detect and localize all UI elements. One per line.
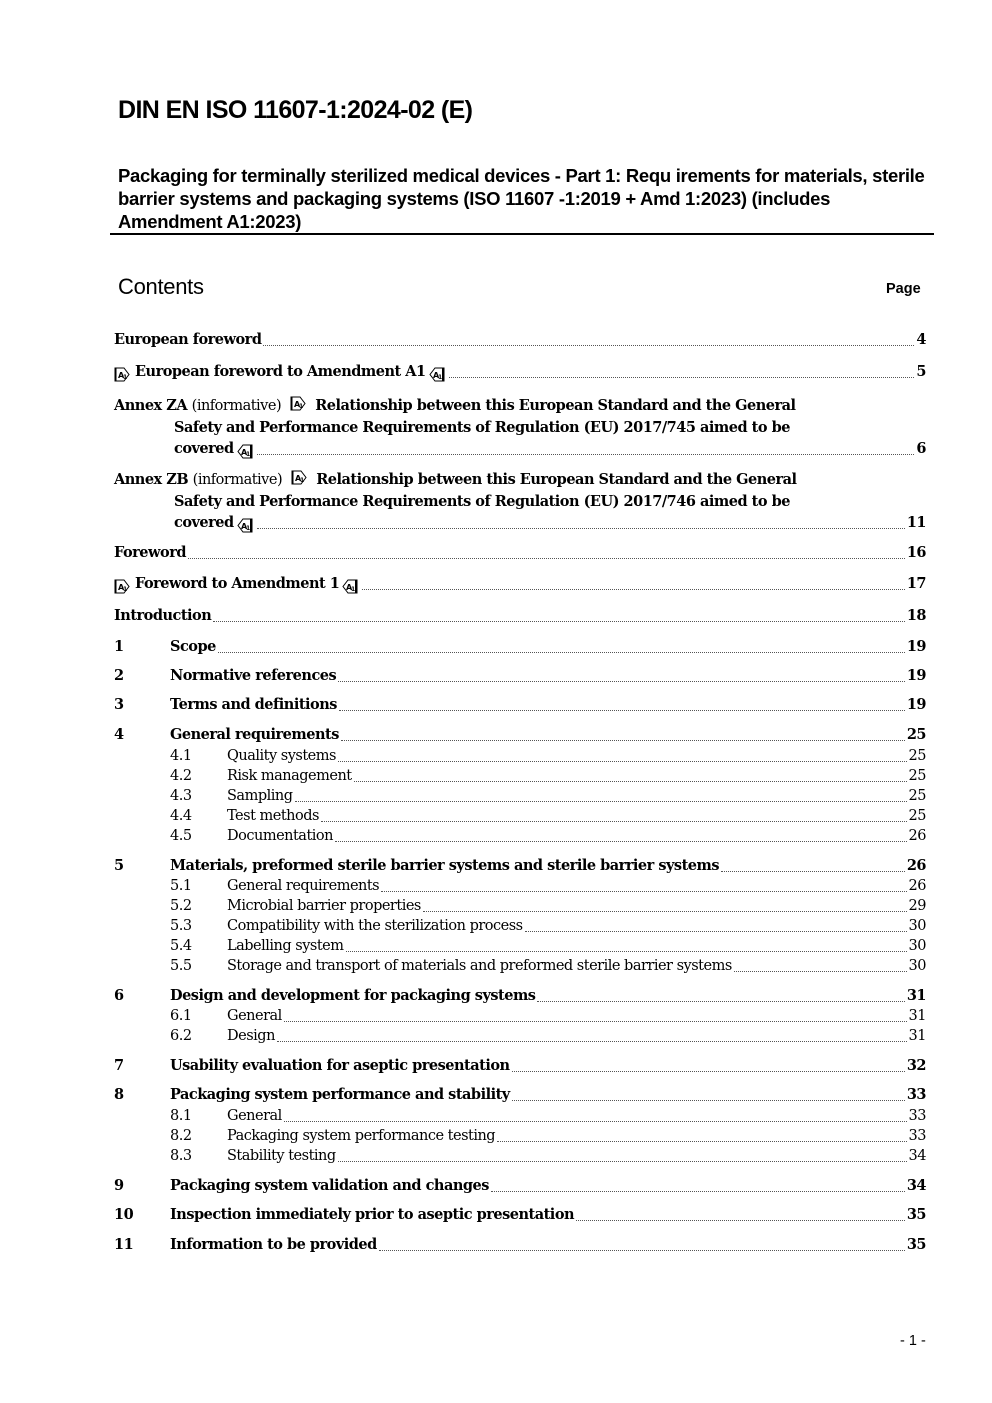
subsection-number: 8.1 [170,1108,192,1124]
subsection-page: 31 [908,1028,926,1044]
svg-text:1: 1 [299,477,304,484]
toc-subsection-4-2[interactable] [170,766,926,786]
subsection-page: 30 [908,938,926,954]
annex-title-line-3: covered [174,440,234,457]
annex-title-line-1: Relationship between this European Standard and the General [315,397,796,414]
subsection-label: Design [227,1028,275,1044]
document-title: Packaging for terminally sterilized medical devices - Part 1: Requ irements for materials, sterile barrier systems and packaging systems (ISO 11607 -1:2019 + Amd 1:2023) (includes Amendment A1:2023) [118,165,925,232]
toc-entry-label: Foreword to Amendment 1 [135,575,340,592]
subsection-number: 4.1 [170,748,192,764]
subsection-number: 4.3 [170,788,192,804]
section-number: 1 [114,638,124,655]
svg-text:A: A [293,400,300,409]
amendment-a1-end-icon [236,444,253,459]
dot-leader [734,970,907,972]
toc-entry-page: 5 [916,363,926,380]
title-divider [110,233,934,235]
section-number: 5 [114,857,124,874]
toc-entry-european-foreword[interactable] [114,330,926,350]
subsection-label: Sampling [227,788,293,804]
svg-text:A: A [240,522,247,531]
dot-leader [338,1160,907,1162]
section-page: 19 [906,696,926,713]
toc-subsection-8-1[interactable] [170,1106,926,1126]
toc-subsection-8-2[interactable] [170,1126,926,1146]
dot-leader [354,780,907,782]
subsection-label: General requirements [227,878,380,894]
toc-entry-page: 16 [906,544,926,561]
subsection-number: 4.4 [170,808,192,824]
dot-leader [257,527,905,529]
subsection-number: 5.4 [170,938,192,954]
subsection-label: General [227,1008,282,1024]
subsection-number: 5.2 [170,898,192,914]
subsection-number: 5.3 [170,918,192,934]
svg-text:1: 1 [123,374,127,381]
subsection-number: 4.5 [170,828,192,844]
toc-entry-label: Foreword [114,544,186,561]
toc-subsection-8-3[interactable] [170,1146,926,1166]
toc-subsection-5-3[interactable] [170,916,926,936]
section-label: Terms and definitions [170,696,337,713]
dot-leader [277,1040,907,1042]
annex-title-line-1: Relationship between this European Standard and the General [316,471,797,488]
subsection-label: Stability testing [227,1148,336,1164]
section-label: Scope [170,638,216,655]
section-number: 8 [114,1086,124,1103]
annex-prefix: Annex ZA [114,397,188,414]
subsection-page: 26 [908,878,926,894]
section-label: Inspection immediately prior to aseptic presentation [170,1206,575,1223]
dot-leader [721,870,905,872]
section-page: 26 [906,857,926,874]
toc-entry-page: 6 [916,440,926,457]
subsection-number: 4.2 [170,768,192,784]
section-page: 34 [906,1177,926,1194]
svg-text:A: A [294,474,301,483]
dot-leader [257,453,915,455]
section-page: 19 [906,638,926,655]
annex-type: (informative) [191,398,282,414]
dot-leader [321,820,907,822]
section-page: 32 [906,1057,926,1074]
dot-leader [576,1219,905,1221]
dot-leader [362,588,904,590]
subsection-label: General [227,1108,282,1124]
subsection-label: Microbial barrier properties [227,898,421,914]
toc-entry-foreword[interactable] [114,543,926,563]
subsection-number: 5.1 [170,878,192,894]
toc-subsection-5-1[interactable] [170,876,926,896]
section-page: 33 [906,1086,926,1103]
subsection-page: 25 [908,808,926,824]
dot-leader [537,1000,904,1002]
svg-text:A: A [432,371,439,380]
section-number: 2 [114,667,124,684]
dot-leader [335,840,907,842]
dot-leader [339,709,905,711]
svg-text:A: A [118,371,124,380]
subsection-label: Documentation [227,828,333,844]
toc-section-8[interactable] [114,1085,926,1105]
subsection-label: Risk management [227,768,352,784]
toc-entry-european-foreword-a1[interactable] [114,362,926,382]
dot-leader [213,620,905,622]
section-page: 25 [906,726,926,743]
subsection-number: 8.2 [170,1128,192,1144]
subsection-page: 30 [908,958,926,974]
annex-prefix: Annex ZB [114,471,189,488]
svg-text:A: A [118,583,124,592]
amendment-a1-end-icon [428,367,445,382]
section-label: Materials, preformed sterile barrier systems and sterile barrier systems [170,857,720,874]
section-number: 11 [114,1236,134,1253]
document-id: DIN EN ISO 11607-1:2024-02 (E) [118,96,473,124]
subsection-number: 6.1 [170,1008,192,1024]
dot-leader [338,760,907,762]
toc-entry-page: 4 [916,331,926,348]
dot-leader [341,739,905,741]
toc-section-10[interactable] [114,1205,926,1225]
amendment-a1-start-icon [114,367,131,382]
dot-leader [188,557,905,559]
dot-leader [525,930,907,932]
toc-section-1[interactable] [114,637,926,657]
toc-section-9[interactable] [114,1176,926,1196]
toc-subsection-6-1[interactable] [170,1006,926,1026]
subsection-page: 29 [908,898,926,914]
subsection-page: 33 [908,1128,926,1144]
subsection-page: 25 [908,748,926,764]
subsection-number: 6.2 [170,1028,192,1044]
section-number: 10 [114,1206,134,1223]
page-number: - 1 - [900,1333,926,1349]
subsection-page: 34 [908,1148,926,1164]
subsection-label: Packaging system performance testing [227,1128,496,1144]
section-number: 6 [114,987,124,1004]
section-page: 19 [906,667,926,684]
toc-subsection-4-1[interactable] [170,746,926,766]
toc-section-2[interactable] [114,666,926,686]
dot-leader [338,680,905,682]
svg-text:1: 1 [245,451,250,458]
dot-leader [218,651,905,653]
dot-leader [491,1190,905,1192]
svg-text:A: A [240,448,247,457]
annex-type: (informative) [192,472,283,488]
annex-title-line-3: covered [174,514,234,531]
section-label: Packaging system validation and changes [170,1177,489,1194]
svg-text:1: 1 [123,586,127,593]
section-page: 31 [906,987,926,1004]
svg-text:1: 1 [437,374,442,381]
section-page: 35 [906,1236,926,1253]
annex-title-line-2: Safety and Performance Requirements of Regulation (EU) 2017/746 aimed to be [174,493,790,510]
section-number: 4 [114,726,124,743]
subsection-page: 33 [908,1108,926,1124]
section-label: Design and development for packaging systems [170,987,536,1004]
toc-subsection-6-2[interactable] [170,1026,926,1046]
toc-entry-label: European foreword to Amendment A1 [135,363,426,380]
toc-entry-page: 11 [906,514,926,531]
subsection-label: Quality systems [227,748,336,764]
dot-leader [449,376,915,378]
dot-leader [263,344,914,346]
section-number: 7 [114,1057,124,1074]
dot-leader [295,800,907,802]
dot-leader [512,1070,905,1072]
amendment-a1-start-icon [291,470,308,485]
toc-entry-annex-za[interactable] [114,395,926,459]
svg-text:1: 1 [245,525,250,532]
subsection-label: Labelling system [227,938,344,954]
dot-leader [284,1120,907,1122]
svg-text:1: 1 [298,403,303,410]
amendment-a1-start-icon [290,396,307,411]
toc-section-5[interactable] [114,856,926,876]
toc-entry-annex-zb[interactable] [114,469,926,533]
section-label: General requirements [170,726,339,743]
toc-section-7[interactable] [114,1056,926,1076]
amendment-a1-start-icon [114,579,131,594]
svg-text:1: 1 [351,586,356,593]
section-label: Usability evaluation for aseptic presentation [170,1057,510,1074]
subsection-label: Test methods [227,808,319,824]
subsection-page: 26 [908,828,926,844]
toc-section-4[interactable] [114,725,926,745]
section-number: 9 [114,1177,124,1194]
toc-subsection-5-5[interactable] [170,956,926,976]
dot-leader [423,910,907,912]
section-number: 3 [114,696,124,713]
page-column-label: Page [886,281,921,297]
toc-section-3[interactable] [114,695,926,715]
dot-leader [512,1099,905,1101]
toc-entry-page: 18 [906,607,926,624]
toc-entry-label: Introduction [114,607,212,624]
section-label: Packaging system performance and stability [170,1086,510,1103]
svg-text:A: A [346,583,353,592]
annex-title-line-2: Safety and Performance Requirements of Regulation (EU) 2017/745 aimed to be [174,419,790,436]
toc-entry-label: European foreword [114,331,262,348]
subsection-page: 25 [908,768,926,784]
toc-section-6[interactable] [114,986,926,1006]
dot-leader [346,950,907,952]
toc-entry-page: 17 [906,575,926,592]
section-label: Information to be provided [170,1236,377,1253]
subsection-page: 30 [908,918,926,934]
subsection-label: Compatibility with the sterilization process [227,918,523,934]
dot-leader [284,1020,907,1022]
subsection-label: Storage and transport of materials and preformed sterile barrier systems [227,958,732,974]
dot-leader [379,1249,905,1251]
toc-subsection-4-3[interactable] [170,786,926,806]
subsection-page: 31 [908,1008,926,1024]
toc-entry-introduction[interactable] [114,606,926,626]
toc-subsection-5-4[interactable] [170,936,926,956]
dot-leader [497,1140,906,1142]
section-label: Normative references [170,667,337,684]
contents-heading: Contents [118,274,204,299]
toc-section-11[interactable] [114,1235,926,1255]
amendment-a1-end-icon [236,518,253,533]
subsection-number: 5.5 [170,958,192,974]
section-page: 35 [906,1206,926,1223]
toc-subsection-5-2[interactable] [170,896,926,916]
toc-subsection-4-4[interactable] [170,806,926,826]
toc-subsection-4-5[interactable] [170,826,926,846]
amendment-a1-end-icon [341,579,358,594]
toc-entry-foreword-a1[interactable] [114,574,926,594]
subsection-page: 25 [908,788,926,804]
dot-leader [381,890,906,892]
subsection-number: 8.3 [170,1148,192,1164]
